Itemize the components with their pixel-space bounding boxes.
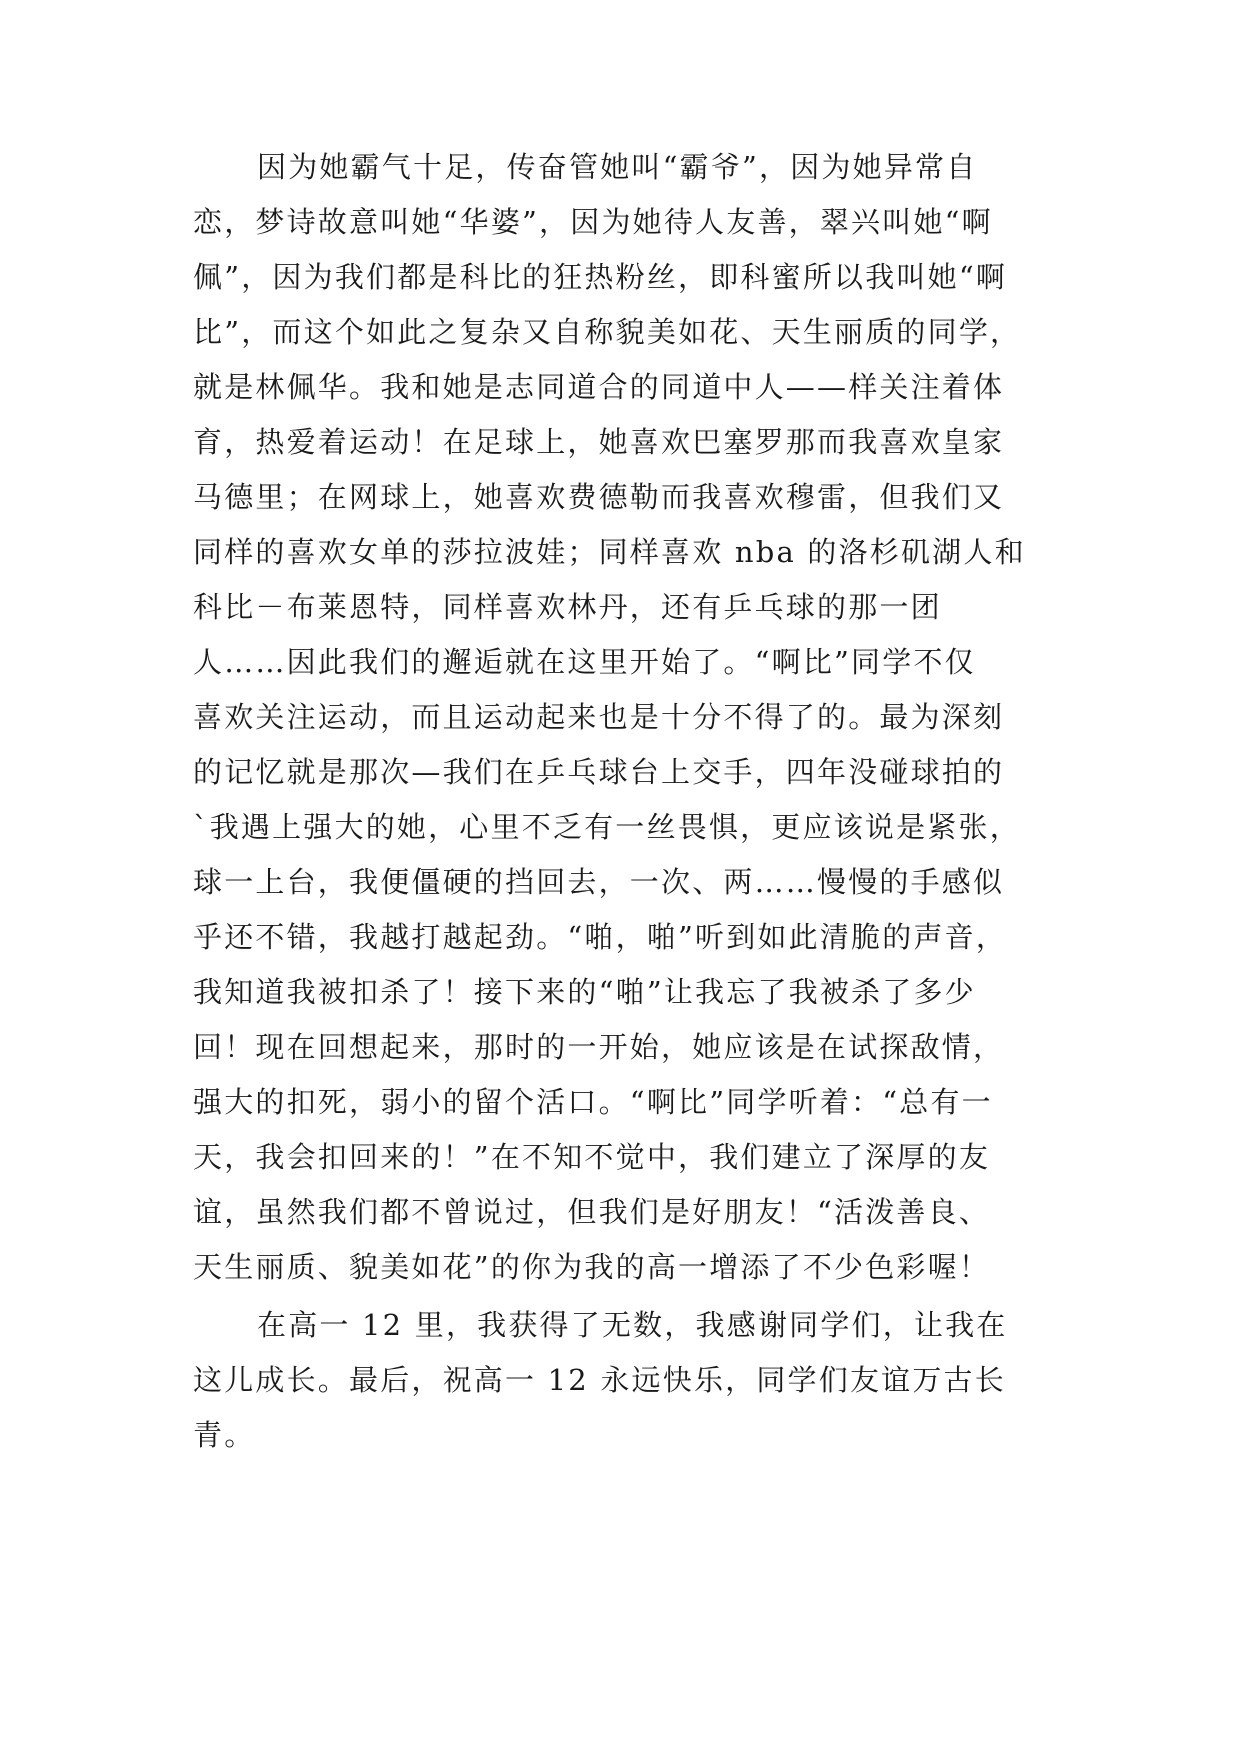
text-line: 的记忆就是那次—我们在乒乓球台上交手，四年没碰球拍的: [193, 755, 1005, 789]
text-line: 天生丽质、貌美如花”的你为我的高一增添了不少色彩喔！: [193, 1250, 991, 1284]
text-line: 喜欢关注运动，而且运动起来也是十分不得了的。最为深刻: [193, 700, 1005, 734]
text-line: 青。: [193, 1418, 256, 1452]
text-line: 马德里；在网球上，她喜欢费德勒而我喜欢穆雷，但我们又: [193, 480, 1005, 514]
text-line: 这儿成长。最后，祝高一 12 永远快乐，同学们友谊万古长: [193, 1363, 1006, 1397]
text-line: 乎还不错，我越打越起劲。“啪，啪”听到如此清脆的声音，: [193, 920, 1008, 954]
text-line: 同样的喜欢女单的莎拉波娃；同样喜欢 nba 的洛杉矶湖人和: [193, 535, 1026, 569]
text-line: 强大的扣死，弱小的留个活口。“啊比”同学听着：“总有一: [193, 1085, 993, 1119]
text-line: `我遇上强大的她，心里不乏有一丝畏惧，更应该说是紧张，: [193, 810, 1021, 844]
text-line: 谊，虽然我们都不曾说过，但我们是好朋友！“活泼善良、: [193, 1195, 991, 1229]
text-line: 比”，而这个如此之复杂又自称貌美如花、天生丽质的同学，: [193, 315, 1022, 349]
text-line: 恋，梦诗故意叫她“华婆”，因为她待人友善，翠兴叫她“啊: [193, 205, 993, 239]
text-line: 因为她霸气十足，传奋管她叫“霸爷”，因为她异常自: [257, 150, 978, 184]
text-line: 就是林佩华。我和她是志同道合的同道中人——样关注着体: [193, 370, 1005, 404]
text-line: 科比－布莱恩特，同样喜欢林丹，还有乒乓球的那一团: [193, 590, 942, 624]
text-line: 育，热爱着运动！在足球上，她喜欢巴塞罗那而我喜欢皇家: [193, 425, 1005, 459]
text-line: 回！现在回想起来，那时的一开始，她应该是在试探敌情，: [193, 1030, 1005, 1064]
text-line: 佩”，因为我们都是科比的狂热粉丝，即科蜜所以我叫她“啊: [193, 260, 1008, 294]
text-line: 天，我会扣回来的！”在不知不觉中，我们建立了深厚的友: [193, 1140, 991, 1174]
text-line: 人……因此我们的邂逅就在这里开始了。“啊比”同学不仅: [193, 645, 976, 679]
text-line: 我知道我被扣杀了！接下来的“啪”让我忘了我被杀了多少: [193, 975, 976, 1009]
text-line: 球一上台，我便僵硬的挡回去，一次、两……慢慢的手感似: [193, 865, 1005, 899]
text-line: 在高一 12 里，我获得了无数，我感谢同学们，让我在: [257, 1308, 1008, 1342]
